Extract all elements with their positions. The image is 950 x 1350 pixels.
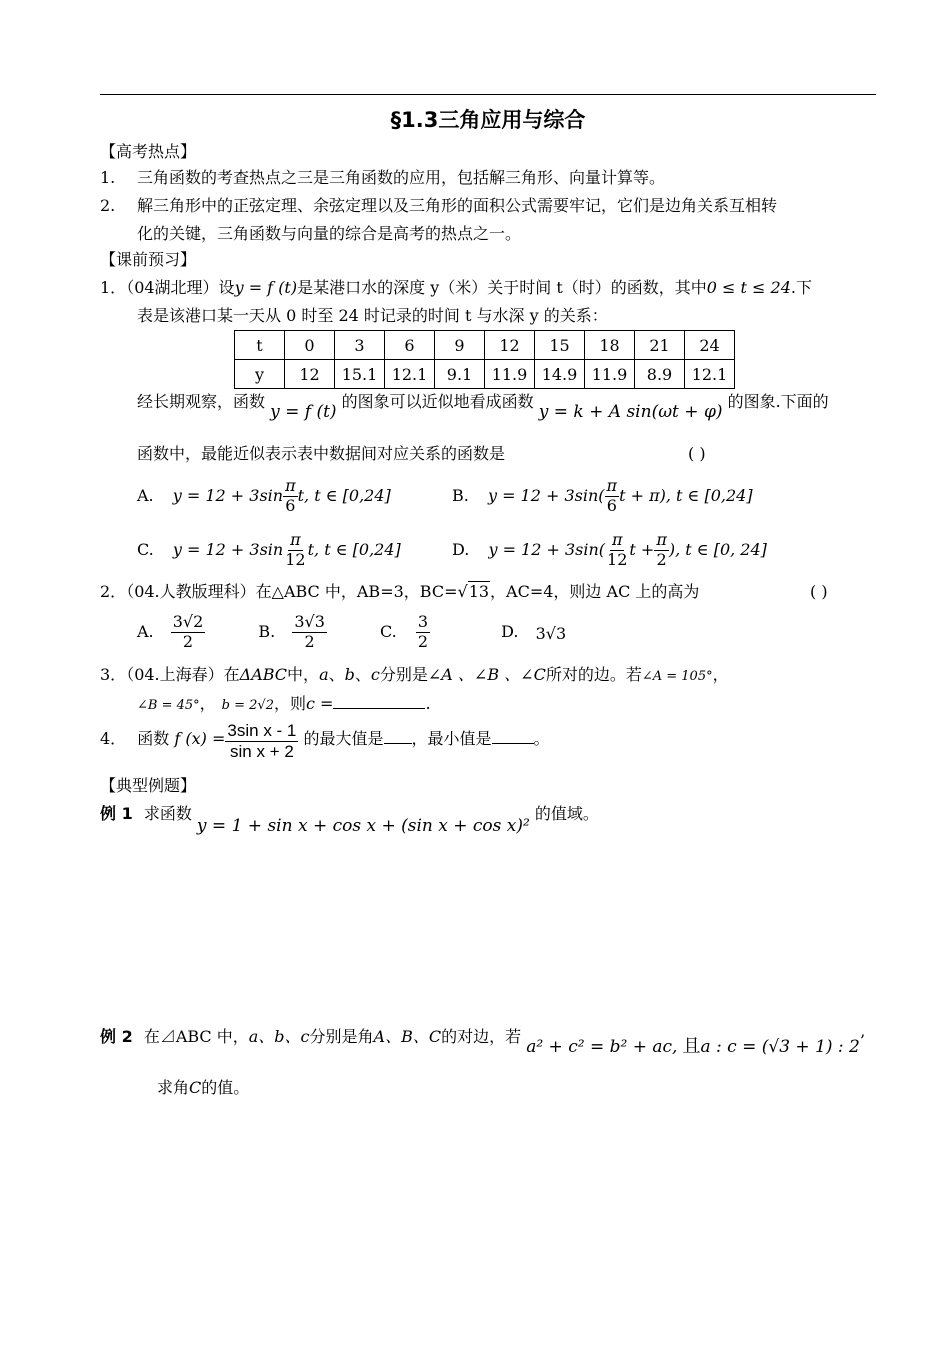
frac-den: 2 — [656, 549, 667, 569]
example-1 — [100, 804, 599, 836]
q3-line1 — [100, 667, 729, 683]
q1-func: y = f (t) — [234, 278, 298, 297]
q2-d-val: 3√3 — [535, 623, 567, 643]
opt-a-pre: y = 12 + 3sin — [172, 485, 284, 505]
q3-b-val: b = 2√2 — [221, 698, 274, 713]
q3-text-a: （04.上海春）在 — [126, 665, 240, 684]
frac-den: 2 — [417, 631, 429, 651]
table-cell: 14.9 — [535, 360, 585, 389]
q3-eq: = — [314, 694, 334, 713]
q1-option-c — [137, 532, 401, 569]
q4-text-a: 函数 — [137, 728, 170, 748]
frac-den: 6 — [285, 495, 296, 515]
obs-func: y = f (t) — [270, 402, 337, 422]
ex1-text-b: 的值域。 — [534, 804, 599, 823]
q3-angles: ∠A 、∠B 、∠C — [427, 665, 546, 684]
q1-paren: ( ) — [688, 444, 706, 463]
q2-a-label: A. — [137, 621, 154, 641]
opt-a-frac — [283, 478, 298, 515]
q3-answer-blank[interactable] — [333, 708, 425, 709]
table-cell: 9 — [435, 331, 485, 360]
data-table — [234, 330, 735, 389]
table-row-t — [235, 331, 735, 360]
q2-d-label: D. — [501, 621, 519, 641]
ex2-angs: A、B、C — [373, 1027, 442, 1046]
q3-b: b — [344, 665, 355, 684]
q1-range: 0 ≤ t ≤ 24 — [706, 278, 791, 297]
q3-comma: ， — [712, 665, 729, 684]
q3-sep: 、 — [354, 665, 371, 684]
q1-line1 — [100, 280, 812, 296]
q4-text-c: ，最小值是 — [411, 728, 492, 748]
ex1-expr: y = 1 + sin x + cos x + (sin x + cos x)² — [196, 816, 530, 836]
ex2-text-b: 分别是角 — [309, 1027, 374, 1046]
q2-paren: ( ) — [810, 582, 828, 601]
q4-line — [100, 722, 550, 761]
q3-a: a — [319, 665, 329, 684]
table-cell: 9.1 — [435, 360, 485, 389]
ex2-line2-a: 求角 — [157, 1078, 190, 1097]
q1-text-c: .下 — [790, 278, 812, 297]
q3-angle-a: ∠A = 105° — [641, 669, 713, 684]
ex2-line2-b: 的值。 — [201, 1078, 250, 1097]
table-cell: 18 — [585, 331, 635, 360]
q2-line — [100, 584, 699, 600]
frac-num: π — [285, 476, 296, 495]
opt-c-label: C. — [137, 539, 154, 559]
ex1-label: 例 1 — [100, 804, 133, 823]
q4-func: f (x) = — [174, 728, 226, 748]
section-hot: 【高考热点】 — [100, 142, 197, 161]
frac-den: sin x + 2 — [230, 741, 294, 761]
q1-text-b: 是某港口水的深度 y（米）关于时间 t（时）的函数，其中 — [297, 278, 707, 297]
q2-b-frac — [292, 614, 327, 651]
q2-sqrt13: 13 — [468, 582, 490, 601]
table-cell: 12.1 — [685, 360, 735, 389]
q3-line2 — [137, 696, 431, 712]
q1-num: 1． — [100, 278, 127, 297]
q3-c: c — [370, 665, 380, 684]
table-cell: 24 — [685, 331, 735, 360]
frac-num: π — [290, 530, 301, 549]
frac-den: 12 — [285, 549, 306, 569]
obs-text-a: 经长期观察，函数 — [137, 392, 266, 411]
ex2-expr: a² + c² = b² + ac, — [526, 1037, 678, 1057]
hot-2-line2: 化的关键，三角函数与向量的综合是高考的热点之一。 — [137, 224, 522, 243]
opt-c-frac — [283, 532, 307, 569]
q4-min-blank[interactable] — [492, 743, 534, 744]
q3-comma: ， — [199, 694, 216, 713]
section-preview: 【课前预习】 — [100, 250, 197, 269]
q2-options — [137, 614, 566, 651]
q3-tri: ΔABC — [239, 665, 288, 684]
frac-num: π — [606, 476, 618, 495]
hot-2-num: 2. — [100, 196, 116, 215]
q2-num: 2． — [100, 582, 127, 601]
page-title: §1.3三角应用与综合 — [390, 108, 586, 132]
q2-b-label: B. — [258, 621, 276, 641]
table-cell: 8.9 — [635, 360, 685, 389]
table-cell: 11.9 — [585, 360, 635, 389]
table-cell: 15 — [535, 331, 585, 360]
ex2-apos: ’ — [859, 1031, 865, 1050]
q3-text-b: 中， — [287, 665, 320, 684]
frac-den: 2 — [304, 631, 315, 651]
obs-text-b: 的图象可以近似地看成函数 — [341, 392, 534, 411]
q1-text-a: （04湖北理）设 — [126, 278, 235, 297]
ex2-label: 例 2 — [100, 1027, 133, 1046]
q1-option-d — [452, 532, 767, 569]
opt-d-frac2 — [654, 532, 669, 569]
table-cell: 12 — [485, 331, 535, 360]
ex2-line2-c: C — [189, 1078, 202, 1097]
table-cell: 11.9 — [485, 360, 535, 389]
q4-text-b: 的最大值是 — [303, 728, 384, 748]
ex1-text-a: 求函数 — [143, 804, 192, 823]
q3-text-e: ，则 — [273, 694, 306, 713]
ex2-and: 且 — [682, 1036, 701, 1057]
table-cell: 3 — [335, 331, 385, 360]
section-examples: 【典型例题】 — [100, 776, 197, 795]
table-cell: 0 — [285, 331, 335, 360]
header-rule — [100, 94, 876, 95]
opt-c-post: t, t ∈ [0,24] — [307, 539, 401, 559]
q2-a-frac — [171, 614, 206, 651]
frac-num: 3√2 — [172, 612, 204, 631]
q1-observation — [137, 392, 829, 422]
opt-d-frac — [605, 532, 629, 569]
opt-b-label: B. — [452, 485, 469, 505]
q3-end: . — [425, 694, 431, 713]
frac-num: 3sin x - 1 — [227, 721, 297, 740]
q1-line2: 表是该港口某一天从 0 时至 24 时记录的时间 t 与水深 y 的关系： — [137, 306, 608, 325]
frac-den: 12 — [607, 549, 628, 569]
q4-frac — [225, 722, 298, 761]
q3-c-var: c — [306, 694, 315, 713]
table-cell: 12.1 — [385, 360, 435, 389]
table-cell: t — [235, 331, 285, 360]
q2-sqrt-sign: √ — [457, 582, 468, 601]
ex2-vars: a、b、c — [248, 1027, 310, 1046]
table-cell: 6 — [385, 331, 435, 360]
ex2-text-a: 在⊿ABC 中， — [143, 1027, 249, 1046]
obs-model: y = k + A sin(ωt + φ) — [538, 402, 723, 422]
q2-text-b: ，AC=4，则边 AC 上的高为 — [490, 582, 700, 601]
example-2 — [100, 1027, 865, 1057]
opt-b-pre: y = 12 + 3sin( — [487, 485, 605, 505]
q2-c-frac — [416, 614, 430, 651]
frac-den: 2 — [182, 631, 194, 651]
ex2-text-c: 的对边，若 — [441, 1027, 522, 1046]
hot-2-line1: 解三角形中的正弦定理、余弦定理以及三角形的面积公式需要牢记，它们是边角关系互相转 — [137, 196, 778, 215]
opt-b-post: t + π), t ∈ [0,24] — [619, 485, 753, 505]
frac-num: π — [611, 530, 623, 549]
opt-d-label: D. — [452, 539, 470, 559]
q4-max-blank[interactable] — [384, 743, 412, 744]
q1-option-b — [452, 478, 753, 515]
opt-d-pre: y = 12 + 3sin( — [488, 539, 606, 559]
frac-den: 6 — [606, 495, 617, 515]
frac-num: 3√3 — [294, 612, 325, 631]
q2-text-a: （04.人教版理科）在△ABC 中，AB=3，BC= — [126, 582, 458, 601]
opt-a-post: t, t ∈ [0,24] — [297, 485, 391, 505]
q3-text-d: 所对的边。若 — [545, 665, 642, 684]
table-cell: 12 — [285, 360, 335, 389]
q2-c-label: C. — [379, 621, 397, 641]
q4-end: 。 — [533, 728, 550, 748]
table-cell: y — [235, 360, 285, 389]
table-cell: 15.1 — [335, 360, 385, 389]
opt-b-frac — [605, 478, 620, 515]
hot-1-num: 1. — [100, 168, 116, 187]
hot-1-text: 三角函数的考查热点之三是三角函数的应用，包括解三角形、向量计算等。 — [137, 168, 666, 187]
q3-num: 3． — [100, 665, 127, 684]
obs-text-c: 的图象.下面的 — [727, 392, 829, 411]
q3-text-c: 分别是 — [379, 665, 428, 684]
opt-c-pre: y = 12 + 3sin — [172, 539, 284, 559]
q4-num: 4． — [100, 728, 127, 748]
ex2-ratio: a : c = (√3 + 1) : 2 — [700, 1037, 860, 1057]
example-2-line2 — [157, 1080, 249, 1096]
opt-d-post: ), t ∈ [0, 24] — [668, 539, 767, 559]
opt-a-label: A. — [137, 485, 154, 505]
frac-num: 3 — [417, 612, 429, 631]
frac-num: π — [656, 530, 667, 549]
table-cell: 21 — [635, 331, 685, 360]
q1-option-a — [137, 478, 391, 515]
q3-angle-b: ∠B = 45° — [137, 698, 200, 713]
q3-sep: 、 — [328, 665, 345, 684]
q1-line4: 函数中，最能近似表示表中数据间对应关系的函数是 — [137, 444, 506, 463]
table-row-y — [235, 360, 735, 389]
opt-d-mid: t + — [629, 539, 655, 559]
